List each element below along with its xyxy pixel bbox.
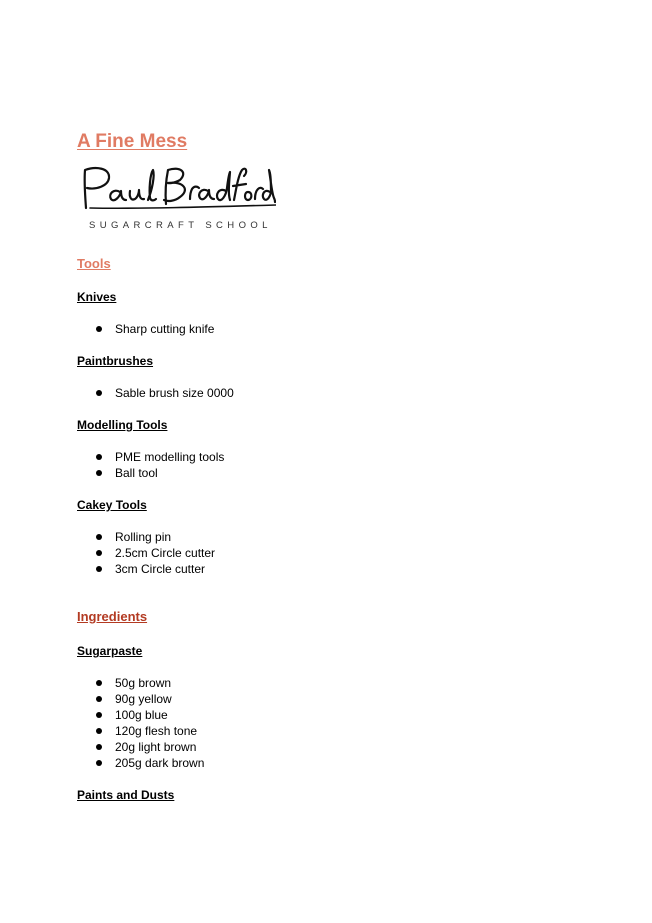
subheading-knives: Knives [77, 290, 117, 304]
list-item: 205g dark brown [96, 755, 204, 771]
list-item: 120g flesh tone [96, 723, 204, 739]
list-item: Rolling pin [96, 529, 215, 545]
bullet-icon [96, 470, 102, 476]
bullet-icon [96, 454, 102, 460]
list-item: Sharp cutting knife [96, 321, 214, 337]
subheading-paintbrushes: Paintbrushes [77, 354, 154, 368]
list-item: 20g light brown [96, 739, 204, 755]
list-item: Sable brush size 0000 [96, 385, 234, 401]
bullet-icon [96, 712, 102, 718]
modelling-tools-list [96, 449, 224, 481]
list-item: 3cm Circle cutter [96, 561, 215, 577]
bullet-icon [96, 744, 102, 750]
bullet-icon [96, 550, 102, 556]
bullet-icon [96, 566, 102, 572]
document-title: A Fine Mess [77, 131, 188, 152]
section-heading-tools: Tools [77, 256, 111, 271]
signature-logo-image [76, 164, 276, 216]
list-item: Ball tool [96, 465, 224, 481]
bullet-icon [96, 728, 102, 734]
paul-bradford-logo [76, 164, 286, 236]
cakey-tools-list [96, 529, 215, 577]
bullet-icon [96, 326, 102, 332]
logo-subtitle: SUGARCRAFT SCHOOL [89, 220, 272, 231]
subheading-paints-and-dusts: Paints and Dusts [77, 788, 175, 802]
subheading-sugarpaste: Sugarpaste [77, 644, 143, 658]
subheading-modelling-tools: Modelling Tools [77, 418, 168, 432]
section-heading-ingredients: Ingredients [77, 609, 148, 624]
list-item: 100g blue [96, 707, 204, 723]
subheading-cakey-tools: Cakey Tools [77, 498, 147, 512]
sugarpaste-list [96, 675, 204, 771]
bullet-icon [96, 534, 102, 540]
list-item: 50g brown [96, 675, 204, 691]
list-item: PME modelling tools [96, 449, 224, 465]
bullet-icon [96, 760, 102, 766]
knives-list [96, 321, 214, 337]
list-item: 2.5cm Circle cutter [96, 545, 215, 561]
list-item: 90g yellow [96, 691, 204, 707]
bullet-icon [96, 680, 102, 686]
paintbrushes-list [96, 385, 234, 401]
bullet-icon [96, 390, 102, 396]
bullet-icon [96, 696, 102, 702]
